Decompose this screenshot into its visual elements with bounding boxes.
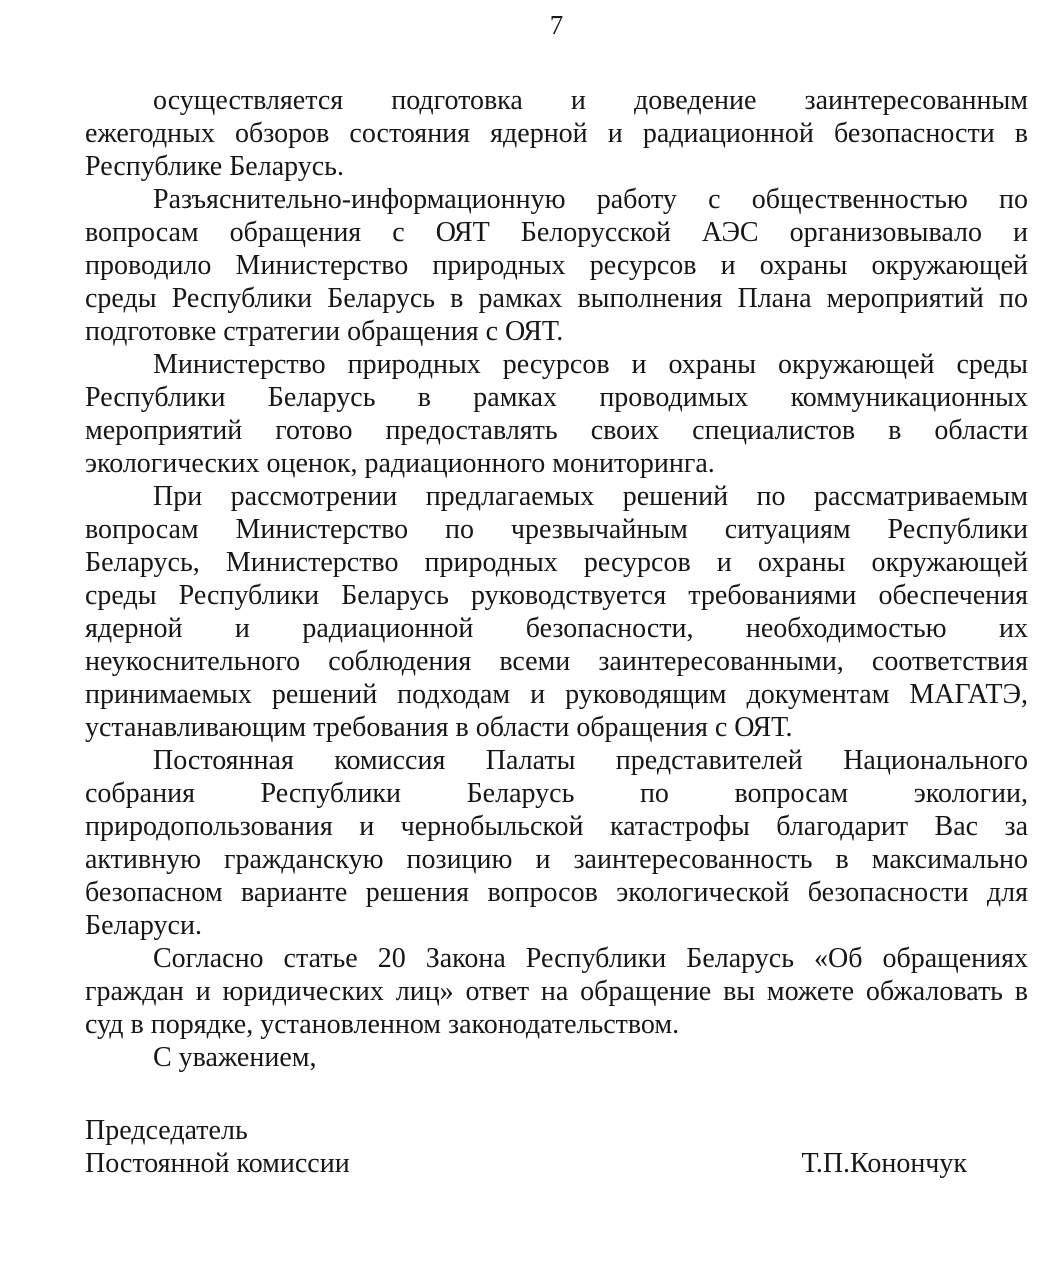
- text-line: При рассмотрении предлагаемых решений по рассматриваемым: [153, 481, 1028, 512]
- text-line: Разъяснительно-информационную работу с общественностью по: [153, 184, 1028, 215]
- paragraph: [85, 84, 1028, 183]
- text-line: Республике Беларусь.: [85, 151, 344, 182]
- text-line: принимаемых решений подходам и руководящим документам МАГАТЭ,: [85, 679, 1028, 710]
- text-line: ежегодных обзоров состояния ядерной и радиационной безопасности в: [85, 118, 1028, 149]
- paragraph: [85, 744, 1028, 942]
- text-line: Согласно статье 20 Закона Республики Беларусь «Об обращениях: [153, 943, 1028, 974]
- text-line: среды Республики Беларусь руководствуется требованиями обеспечения: [85, 580, 1028, 611]
- text-line: активную гражданскую позицию и заинтересованность в максимально: [85, 844, 1028, 875]
- text-line: устанавливающим требования в области обращения с ОЯТ.: [85, 712, 793, 743]
- signature-title-line: Председатель: [85, 1115, 248, 1146]
- page-number: 7: [549, 10, 564, 40]
- text-line: неукоснительного соблюдения всеми заинтересованными, соответствия: [85, 646, 1028, 677]
- text-line: Министерство природных ресурсов и охраны окружающей среды: [153, 349, 1028, 380]
- text-line: проводило Министерство природных ресурсов и охраны окружающей: [85, 250, 1028, 281]
- text-line: ядерной и радиационной безопасности, необходимостью их: [85, 613, 1028, 644]
- text-line: природопользования и чернобыльской катастрофы благодарит Вас за: [85, 811, 1028, 842]
- closing-line: С уважением,: [153, 1042, 317, 1073]
- paragraph: [85, 942, 1028, 1041]
- signature-block: [85, 1114, 1028, 1180]
- text-line: Постоянная комиссия Палаты представителей Национального: [153, 745, 1028, 776]
- signature-title-line: Постоянной комиссии: [85, 1148, 350, 1179]
- text-line: осуществляется подготовка и доведение заинтересованным: [153, 85, 1028, 116]
- signature-name: Т.П.Конончук: [801, 1148, 967, 1179]
- text-line: Беларуси.: [85, 910, 202, 941]
- text-line: собрания Республики Беларусь по вопросам экологии,: [85, 778, 1028, 809]
- text-line: безопасном варианте решения вопросов экологической безопасности для: [85, 877, 1028, 908]
- text-line: среды Республики Беларусь в рамках выполнения Плана мероприятий по: [85, 283, 1028, 314]
- text-line: вопросам обращения с ОЯТ Белорусской АЭС организовывало и: [85, 217, 1028, 248]
- closing-paragraph: [85, 1041, 1028, 1074]
- text-line: граждан и юридических лиц» ответ на обращение вы можете обжаловать в: [85, 976, 1028, 1007]
- text-line: Беларусь, Министерство природных ресурсов и охраны окружающей: [85, 547, 1028, 578]
- text-line: подготовке стратегии обращения с ОЯТ.: [85, 316, 564, 347]
- text-line: вопросам Министерство по чрезвычайным ситуациям Республики: [85, 514, 1028, 545]
- paragraph: [85, 183, 1028, 348]
- text-line: экологических оценок, радиационного мониторинга.: [85, 448, 715, 479]
- paragraph: [85, 348, 1028, 480]
- paragraph: [85, 480, 1028, 744]
- letter-body: [85, 84, 1028, 1180]
- text-line: суд в порядке, установленном законодательством.: [85, 1009, 680, 1040]
- text-line: мероприятий готово предоставлять своих специалистов в области: [85, 415, 1028, 446]
- signature-title: [85, 1114, 350, 1180]
- text-line: Республики Беларусь в рамках проводимых коммуникационных: [85, 382, 1028, 413]
